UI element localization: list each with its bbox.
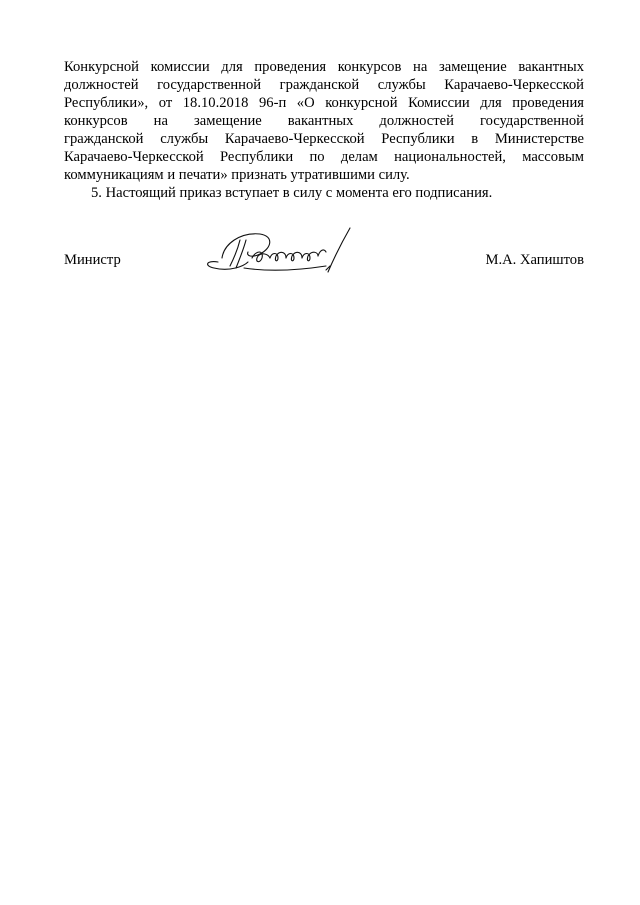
handwritten-signature-icon <box>200 222 360 282</box>
paragraph-line: Конкурсной комиссии для проведения конкурсов на замещение вакантных <box>64 59 584 75</box>
paragraph-line: Карачаево-Черкесской Республики по делам национальностей, массовым <box>64 149 584 165</box>
paragraph-line: должностей государственной гражданской службы Карачаево-Черкесской <box>64 77 584 93</box>
item-5-effective-clause: 5. Настоящий приказ вступает в силу с момента его подписания. <box>91 185 493 201</box>
paragraph-line: коммуникациям и печати» признать утратившими силу. <box>64 167 410 183</box>
signature-block <box>64 222 584 282</box>
paragraph-line: гражданской службы Карачаево-Черкесской Республики в Министерстве <box>64 131 584 147</box>
paragraph-text <box>64 58 584 184</box>
paragraph-line: конкурсов на замещение вакантных должностей государственной <box>64 113 584 129</box>
position-title: Министр <box>64 252 121 268</box>
signer-name: М.А. Хапиштов <box>485 252 584 268</box>
paragraph-line: Республики», от 18.10.2018 96-п «О конкурсной Комиссии для проведения <box>64 95 584 111</box>
